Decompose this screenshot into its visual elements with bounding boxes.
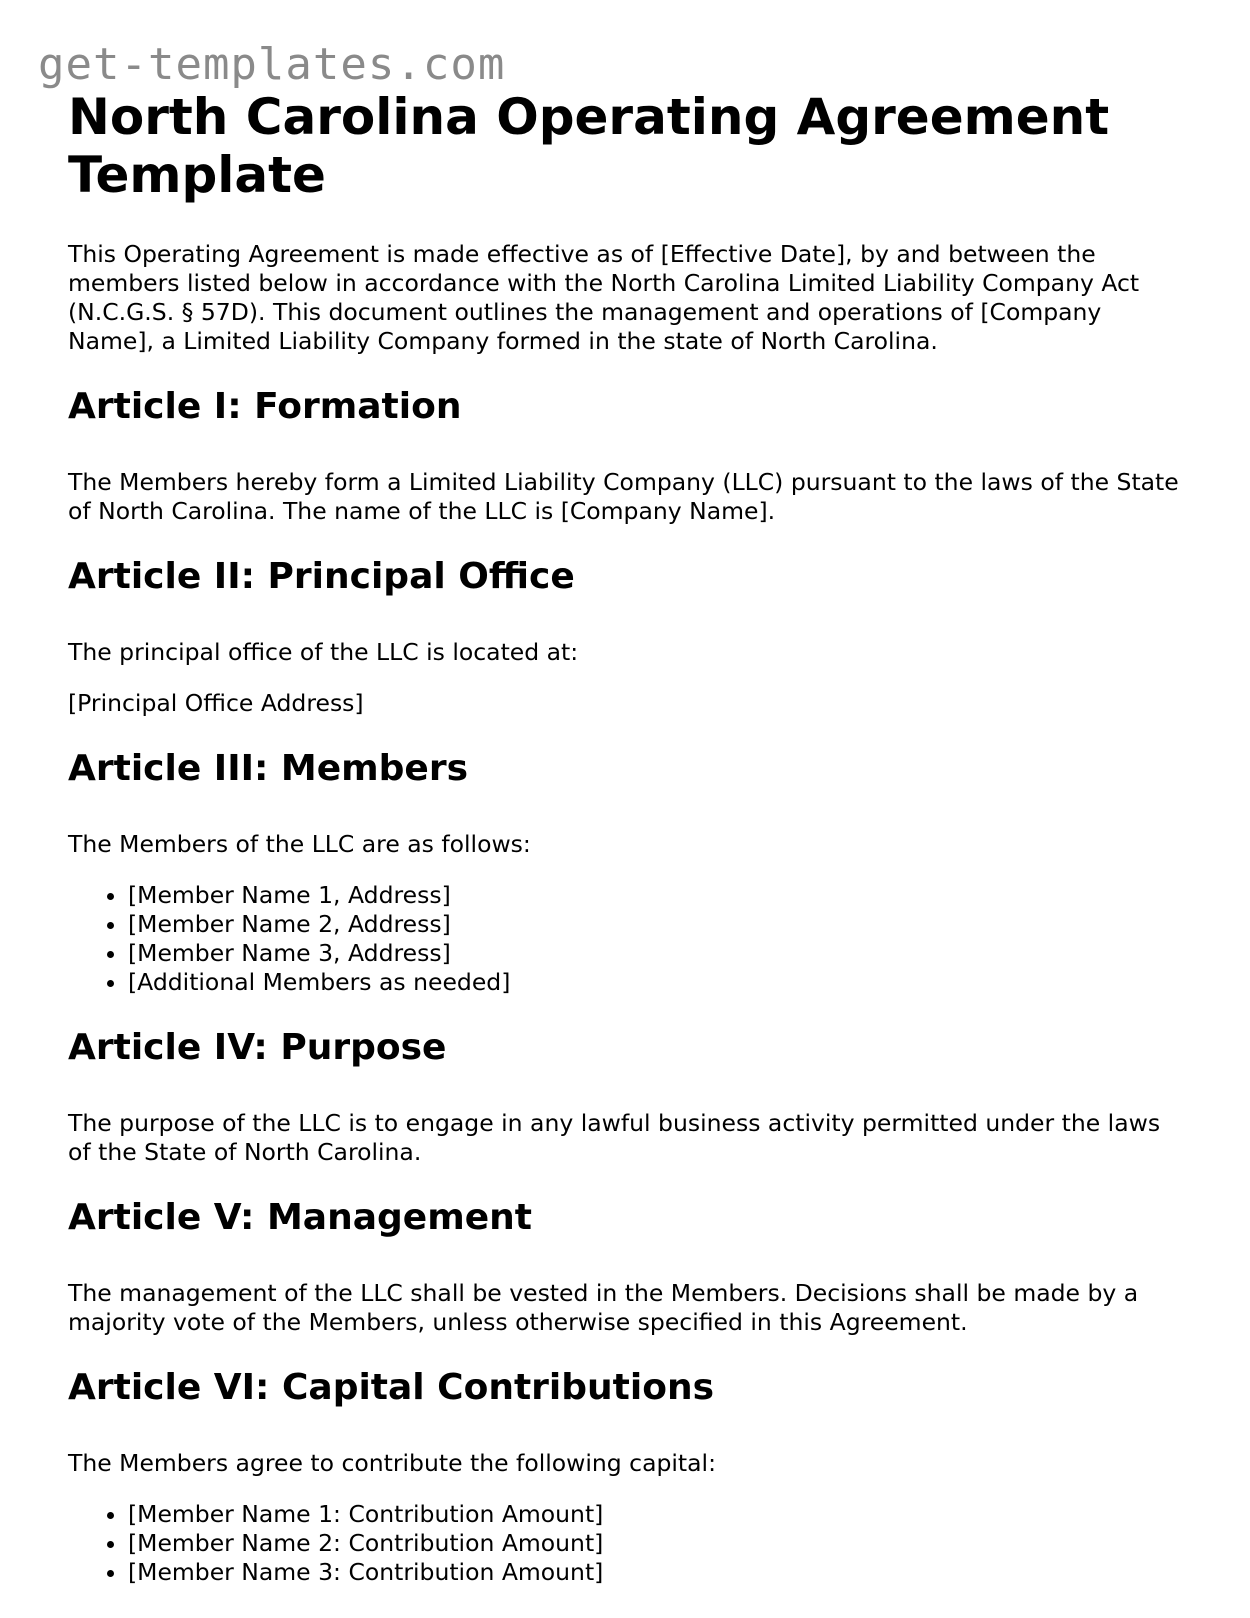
list-item: • [Member Name 2: Contribution Amount] [128, 1529, 1188, 1558]
article-capital-heading: Article VI: Capital Contributions [68, 1367, 714, 1408]
list-item: • [Member Name 1: Contribution Amount] [128, 1500, 1188, 1529]
list-item: • [Member Name 2, Address] [128, 910, 1188, 939]
list-item: • [Member Name 3: Contribution Amount] [128, 1558, 1188, 1587]
watermark: get-templates.com [38, 39, 506, 90]
article-purpose-heading: Article IV: Purpose [68, 1027, 447, 1068]
principal-office-address: [Principal Office Address] [68, 689, 364, 717]
article-management-heading: Article V: Management [68, 1197, 532, 1238]
list-item: • [Member Name 3, Address] [128, 939, 1188, 968]
list-item: • [Additional Members as needed] [128, 968, 1188, 997]
document-body [68, 88, 1188, 1607]
article-members-heading: Article III: Members [68, 748, 469, 789]
article-formation-text: The Members hereby form a Limited Liability Company (LLC) pursuant to the laws of the State of North Carolina. The name of the LLC is [Company Name]. [68, 468, 1179, 525]
document-title: North Carolina Operating Agreement Template [68, 88, 1110, 204]
article-principal-office-heading: Article II: Principal Office [68, 556, 575, 597]
intro-paragraph: This Operating Agreement is made effective as of [Effective Date], by and between the members listed below in accordance with the North Carolina Limited Liability Company Act (N.C.G.S. § 57D). This document outlines the management and operations of [Company Name], a Limited Liability Company formed in the state of North Carolina. [68, 240, 1140, 355]
list-item: • [Member Name 1, Address] [128, 881, 1188, 910]
article-principal-office-text: The principal office of the LLC is located at: [68, 638, 579, 666]
article-purpose-text: The purpose of the LLC is to engage in any lawful business activity permitted under the laws of the State of North Carolina. [68, 1109, 1161, 1166]
capital-list [68, 1500, 1188, 1587]
members-list [68, 881, 1188, 997]
article-capital-text: The Members agree to contribute the following capital: [68, 1449, 716, 1477]
article-formation-heading: Article I: Formation [68, 386, 462, 427]
article-members-text: The Members of the LLC are as follows: [68, 830, 531, 858]
article-management-text: The management of the LLC shall be vested in the Members. Decisions shall be made by a majority vote of the Members, unless otherwise specified in this Agreement. [68, 1279, 1139, 1336]
